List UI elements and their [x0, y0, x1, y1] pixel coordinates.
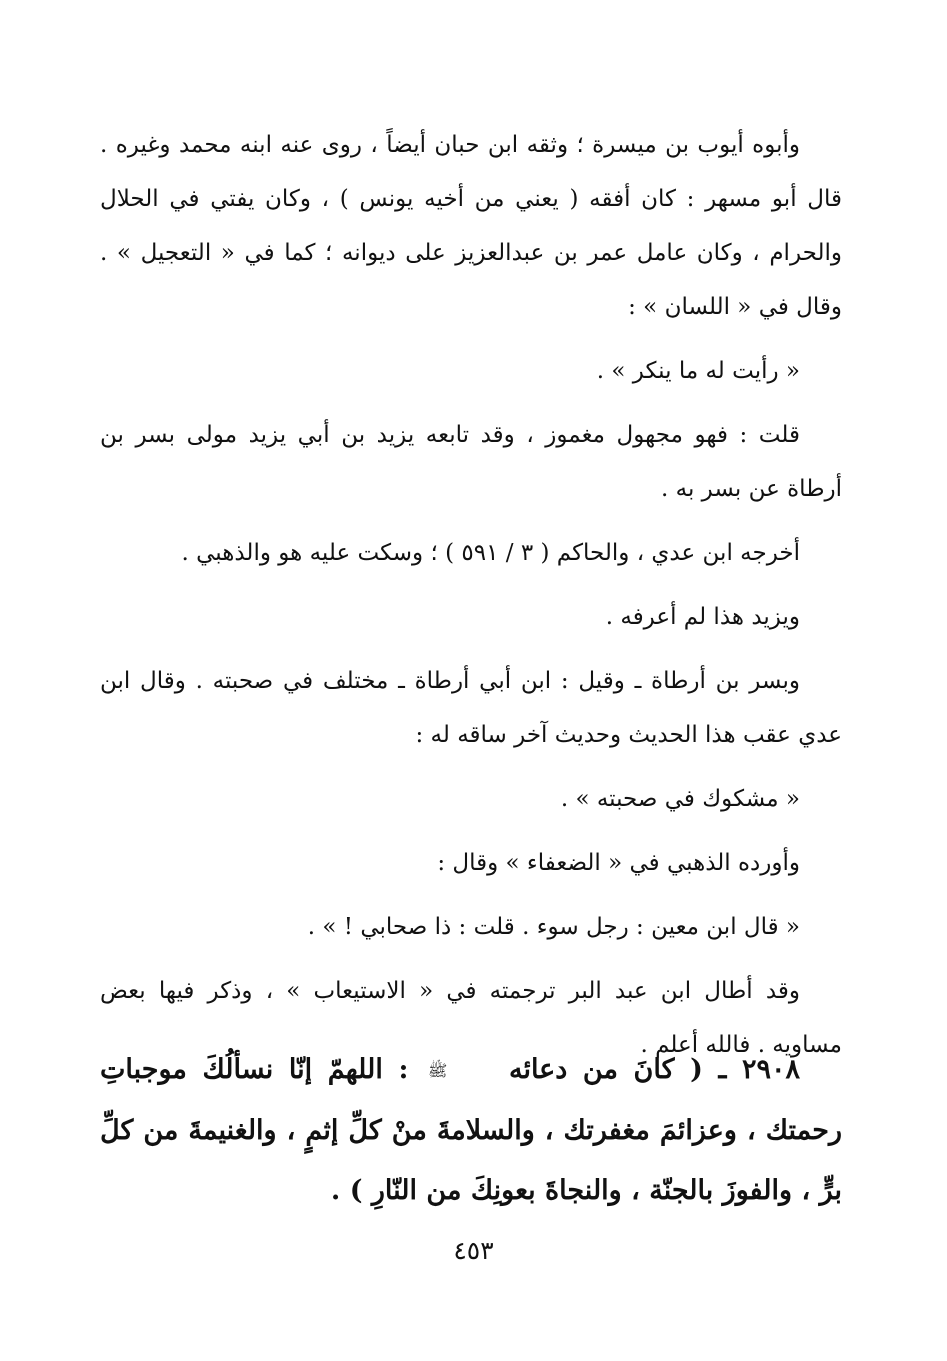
paragraph-1: وأبوه أيوب بن ميسرة ؛ وثقه ابن حبان أيضاً ، روى عنه ابنه محمد وغيره . قال أبو مسهر : كان أفقه ( يعني من أخيه يونس ) ، وكان يفتي في الحلال والحرام ، وكان عامل عمر بن عبدالعزيز على ديوانه ؛ كما في « التعجيل » . وقال في « اللسان » :: [100, 132, 842, 320]
hadith-block: [100, 1040, 842, 1221]
hadith-intro: ـ ( كانَ من دعائه: [508, 1054, 727, 1085]
hadith-number: ٢٩٠٨: [741, 1054, 800, 1085]
document-body: [100, 118, 842, 1082]
paragraph-10: وقد أطال ابن عبد البر ترجمته في « الاستيعاب » ، وذكر فيها بعض مساويه . فالله أعلم .: [100, 978, 842, 1058]
paragraph-5: ويزيد هذا لم أعرفه .: [605, 604, 800, 630]
page-number: ٤٥٣: [453, 1236, 494, 1265]
paragraph-9: « قال ابن معين : رجل سوء . قلت : ذا صحابي ! » .: [307, 914, 800, 940]
paragraph-7: « مشكوك في صحبته » .: [560, 786, 800, 812]
paragraph-3: قلت : فهو مجهول مغموز ، وقد تابعه يزيد بن أبي يزيد مولى بسر بن أرطاة عن بسر به .: [100, 422, 842, 502]
paragraph-2: « رأيت له ما ينكر » .: [596, 358, 800, 384]
hadith-text: : اللهمّ إنّا نسألُكَ موجباتِ رحمتك ، وعزائمَ مغفرتك ، والسلامةَ منْ كلِّ إثمٍ ، والغنيمةَ من كلِّ برٍّ ، والفوزَ بالجنّة ، والنجاةَ بعونِكَ من النّارِ ) .: [100, 1054, 842, 1206]
salutation-icon: ﷺ: [428, 1060, 448, 1080]
paragraph-8: وأورده الذهبي في « الضعفاء » وقال :: [437, 850, 800, 876]
paragraph-4: أخرجه ابن عدي ، والحاكم ( ٣ / ٥٩١ ) ؛ وسكت عليه هو والذهبي .: [181, 540, 800, 566]
paragraph-6: وبسر بن أرطاة ـ وقيل : ابن أبي أرطاة ـ مختلف في صحبته . وقال ابن عدي عقب هذا الحديث وحديث آخر ساقه له :: [100, 668, 842, 748]
